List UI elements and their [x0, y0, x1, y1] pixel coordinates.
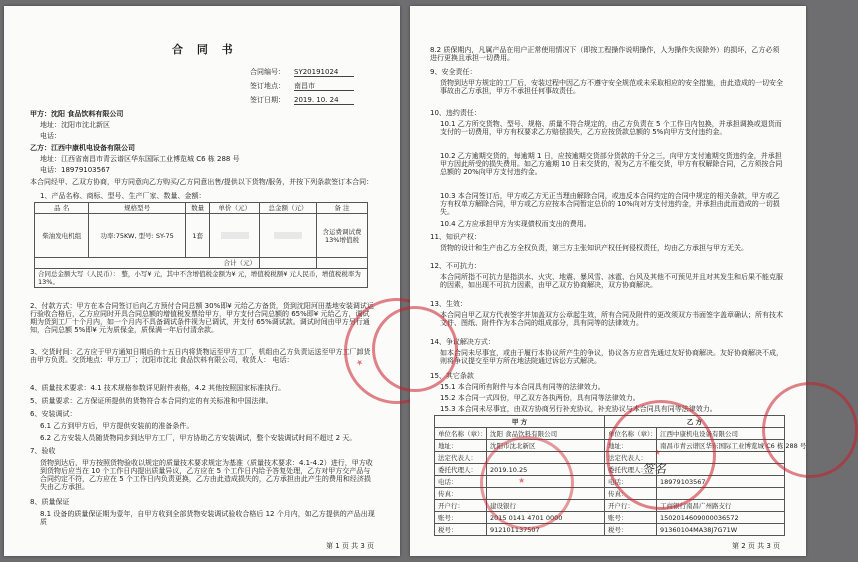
company-seal: [372, 306, 458, 392]
contract-page-1: [4, 6, 400, 556]
sign-place-label: 签订地点：: [250, 82, 285, 90]
item13-effect: 13、生效：: [430, 300, 467, 308]
party-a-line: 甲方：沈阳 食品饮料有限公司: [30, 110, 124, 118]
handwritten-signature: 签名: [642, 462, 667, 476]
table-cell-product: 柴油发电机组: [35, 214, 89, 258]
item13-text: 本合同自甲乙双方代表签字并加盖双方公章起生效，所有合同及附件的更改须双方书面签字盖章确认；所有技术文件、图纸、附件作为本合同的组成部分，具有同等的法律效力。: [440, 311, 783, 327]
item1-heading: 1、产品名称、商标、型号、生产厂家、数量、金额：: [40, 192, 206, 200]
item5-quality: 5、质量要求：乙方保证所提供的货物符合本合同约定的有关标准和中国法律。: [30, 397, 273, 405]
item6-install: 6、安装调试：: [30, 410, 77, 418]
party-b-field-value: 18979103567: [657, 476, 785, 488]
item9-safety: 9、安全责任：: [430, 68, 477, 76]
contract-page-2: [410, 6, 806, 556]
party-a-field-label: 账号：: [435, 512, 487, 524]
seal-mark: ★: [354, 356, 365, 369]
party-b-field-label: 账号：: [605, 512, 657, 524]
item3-delivery: 3、交货时间：乙方应于甲方通知日期后的十五日内将货物运至甲方工厂，机组由乙方负责运送至甲方工厂卸货由甲方负责。交货地点：甲方工厂；沈阳市沈北 食品饮料有限公司，收货人： 电话：: [30, 348, 371, 364]
party-b-line: 乙方：江西中康机电设备有限公司: [30, 144, 135, 152]
item12-text: 本合同所指不可抗力是指洪水、火灾、地震、暴风雪、冰雹、台风及其他不可预见并且对其发生和后果不能克服的因素，如出现不可抗力因素，由甲乙双方协商解决，双方协商解决。: [440, 273, 783, 289]
contract-no-label: 合同编号：: [250, 68, 285, 76]
item6-2: 6.2 乙方安装人员随货物同步到达甲方工厂，甲方协助乙方安装调试，整个安装调试时间不超过 2 天。: [40, 434, 357, 442]
party-a-field-value: 建设银行: [487, 500, 605, 512]
party-b-field-value: 工商银行南昌广州路支行: [657, 500, 785, 512]
item6-1: 6.1 乙方到甲方后，甲方提供安装前的准备条件。: [40, 422, 194, 430]
contract-title: 合 同 书: [172, 43, 238, 56]
seal-mark: ★: [518, 476, 526, 485]
party-b-header: 乙 方: [605, 416, 785, 428]
table-row: [35, 214, 368, 258]
party-a-field-label: 委托代理人：: [435, 464, 487, 476]
party-b-tel: 电话：18979103567: [40, 166, 110, 174]
item4-quality-tech: 4、质量技术要求：4.1 技术规格参数详见附件表格，4.2 其他按照国家标准执行。: [30, 384, 286, 392]
table-total-row: [35, 258, 368, 269]
party-b-field-value: 南昌市青云谱区华东国际工业博览城 C6 栋 288 号: [657, 440, 785, 452]
table-header-cell: 规格型号: [89, 203, 185, 214]
party-a-field-label: 电话：: [435, 476, 487, 488]
item12-force-majeure: 12、不可抗力：: [430, 262, 481, 270]
party-a-field-value: 沈阳 食品饮料有限公司: [487, 428, 605, 440]
party-a-field-label: 传真：: [435, 488, 487, 500]
item14-dispute: 14、争议解决方式：: [430, 338, 495, 346]
party-a-seal: [480, 436, 574, 530]
table-cell-total: [259, 214, 316, 258]
party-b-field-value: 1502014609000036572: [657, 512, 785, 524]
table-header-row: [35, 203, 368, 214]
party-b-field-label: 委托代理人：: [605, 464, 657, 476]
table-header-cell: 单价（元）: [210, 203, 260, 214]
party-b-field-label: 法定代表人：: [605, 452, 657, 464]
party-b-addr: 地址：江西省南昌市青云谱区华东国际工业博览城 C6 栋 288 号: [40, 155, 240, 163]
item10-3: 10.3 本合同签订后，甲方或乙方无正当理由解除合同，或违反本合同约定的合同中规定的相关条款，甲方或乙方有权单方解除合同，甲方或乙方应按本合同暂定总价的 10%向对方支付违约金，并承担由此而造成的一切损失。: [440, 192, 780, 216]
item15-other: 15、其它条款: [430, 372, 474, 380]
item8-1: 8.1 设备的质量保证期为壹年，自甲方收到全部货物安装调试验收合格后 12 个月内，如乙方提供的产品出现质: [40, 510, 375, 526]
product-table: [34, 202, 368, 288]
item9-text: 货物到达甲方规定的工厂后，安装过程中因乙方不遵守安全规范或未采取相应的安全措施，由此造成的一切安全事故由乙方承担，甲方不承担任何事故责任。: [440, 79, 783, 95]
party-b-field-label: 地址：: [605, 440, 657, 452]
table-total-value: [259, 258, 316, 269]
party-b-field-label: 开户行：: [605, 500, 657, 512]
item14-text: 如本合同未尽事宜，或由于履行本协议所产生的争议，协议各方应首先通过友好协商解决。友好协商解决不成，则将争议提交至甲方所在地法院通过诉讼方式解决。: [440, 349, 783, 365]
item8-warranty: 8、质量保证: [30, 498, 70, 506]
sign-date-label: 签订日期：: [250, 96, 285, 104]
table-cell-qty: 1套: [185, 214, 210, 258]
item10-breach: 10、违约责任：: [430, 109, 481, 117]
party-a-field-label: 开户行：: [435, 500, 487, 512]
party-a-field-value: 沈阳市沈北新区: [487, 440, 605, 452]
contract-no: SY20191024: [294, 68, 354, 77]
table-header-cell: 品 名: [35, 203, 89, 214]
page-footer: 第 1 页 共 3 页: [326, 542, 375, 550]
party-b-field-label: 电话：: [605, 476, 657, 488]
contract-intro: 本合同经甲、乙双方协商，甲方同意向乙方购买/乙方同意出售/提供以下货物/服务，并按下列条款签订本合同：: [30, 178, 374, 186]
item7-acceptance: 7、验收: [30, 447, 56, 455]
item10-2: 10.2 乙方逾期交货的，每逾期 1 日，应按逾期交货部分货款的千分之三，向甲方支付逾期交货违约金，并承担甲方因此所受的损失费用。如乙方逾期 10 日未交货的，视为乙方不能交货，甲方有权解除合同，乙方须按合同总额的 20%向甲方支付违约金。: [440, 152, 783, 176]
table-header-cell: 总金额（元）: [259, 203, 316, 214]
table-cell-spec: 功率:75KW, 型号: SY-75: [89, 214, 185, 258]
item11-ip: 11、知识产权：: [430, 233, 481, 241]
party-a-field-value: 2019.10.25: [487, 464, 605, 476]
party-a-header: 甲 方: [435, 416, 605, 428]
table-row: [435, 512, 785, 524]
table-caps-text: 合同总金额大写（人民币）： 整，小写¥ 元，其中不含增值税金额为¥ 元，增值税税额¥ 元人民币，增值税税率为 13%。: [35, 269, 368, 288]
table-cell-note: 含运费调试费13%增值税: [317, 214, 368, 258]
party-a-field-label: 法定代表人：: [435, 452, 487, 464]
party-a-field-value: 912101137507: [487, 524, 605, 536]
table-total-label: 合计（元）: [35, 258, 260, 269]
item7-text: 货物到达后，甲方按照货物验收以规定的质量技术要求规定为基准（质量技术要求：4.1-4.2）进行，甲方收到货物后应当在 10 个工作日内提出质量异议，乙方应在 5 个工作日内给予答复处理，乙方对甲方交产品与合同约定不符，乙方应在 5 个工作日内负责更换，乙方由此造成损失的，乙方承担由此产生的费用和经济损失由乙方承担。: [40, 459, 373, 491]
party-b-field-value: 91360104MA38J7G71W: [657, 524, 785, 536]
table-caps-row: [35, 269, 368, 288]
party-a-tel: 电话：: [40, 132, 61, 140]
party-b-field-value: 江西中康机电设备有限公司: [657, 428, 785, 440]
item10-1: 10.1 乙方所交货物、型号、规格、质量不符合规定的，由乙方负责在 5 个工作日内包换，并承担调换或退货而支付的一切费用，甲方有权要求乙方赔偿损失，乙方应按货款总额的 5%向甲方支付违约金。: [440, 120, 782, 136]
table-cell-unit-price: [210, 214, 260, 258]
sign-date: 2019. 10. 24: [294, 96, 354, 105]
table-row: [435, 524, 785, 536]
party-a-addr: 地址：沈阳市沈北新区: [40, 121, 110, 129]
company-seal-edge: [762, 382, 858, 478]
table-total-empty: [317, 258, 368, 269]
page-footer: 第 2 页 共 3 页: [732, 542, 781, 550]
table-header-cell: 数量: [185, 203, 210, 214]
party-a-field-value: 2015 0141 4701 0000: [487, 512, 605, 524]
item15-3: 15.3 本合同未尽事宜，由双方协商另行补充协议，补充协议与本合同具有同等法律效力。: [440, 405, 717, 413]
party-a-field-label: 税号：: [435, 524, 487, 536]
seal-mark: ★: [654, 448, 662, 457]
item2-payment: 2、付款方式：甲方在本合同签订后向乙方预付合同总额 30%即¥ 元给乙方备货，货到沈阳河田基地安装调试运行验收合格后，乙方应同时开具合同总额的增值税发票给甲方，甲方支付合同总额的 65%即¥ 元给乙方，调试期为货到工厂十个月内，如一个月内不具备调试条件视为已调试，并支付 65%调试款。调试时间由甲方另行通知，合同总额 5%即¥ 元为质保金，质保满一年后付清余款。: [30, 302, 374, 334]
item8-2: 8.2 质保期内，凡属产品在用户正常使用情况下（即按工程操作说明操作，人为操作失误除外）的损坏，乙方必须进行更换且承担一切费用。: [430, 46, 780, 62]
party-b-field-label: 单位名称（章）：: [605, 428, 657, 440]
party-a-field-label: 地址：: [435, 440, 487, 452]
table-header-cell: 备 注: [317, 203, 368, 214]
party-b-field-label: 传真：: [605, 488, 657, 500]
party-a-field-label: 单位名称（章）：: [435, 428, 487, 440]
sign-place: 南昌市: [294, 82, 354, 91]
table-header-row: [435, 416, 785, 428]
item11-text: 货物的设计和生产由乙方全权负责，第三方主张知识产权任何侵权责任，均由乙方承担与甲方无关。: [440, 244, 748, 252]
item15-1: 15.1 本合同所有附件与本合同具有同等的法律效力。: [440, 383, 605, 391]
item15-2: 15.2 本合同一式四份，甲乙双方各执两份，具有同等法律效力。: [440, 394, 640, 402]
item10-4: 10.4 乙方应承担甲方为实现债权而支出的费用。: [440, 220, 591, 228]
party-b-field-label: 税号：: [605, 524, 657, 536]
